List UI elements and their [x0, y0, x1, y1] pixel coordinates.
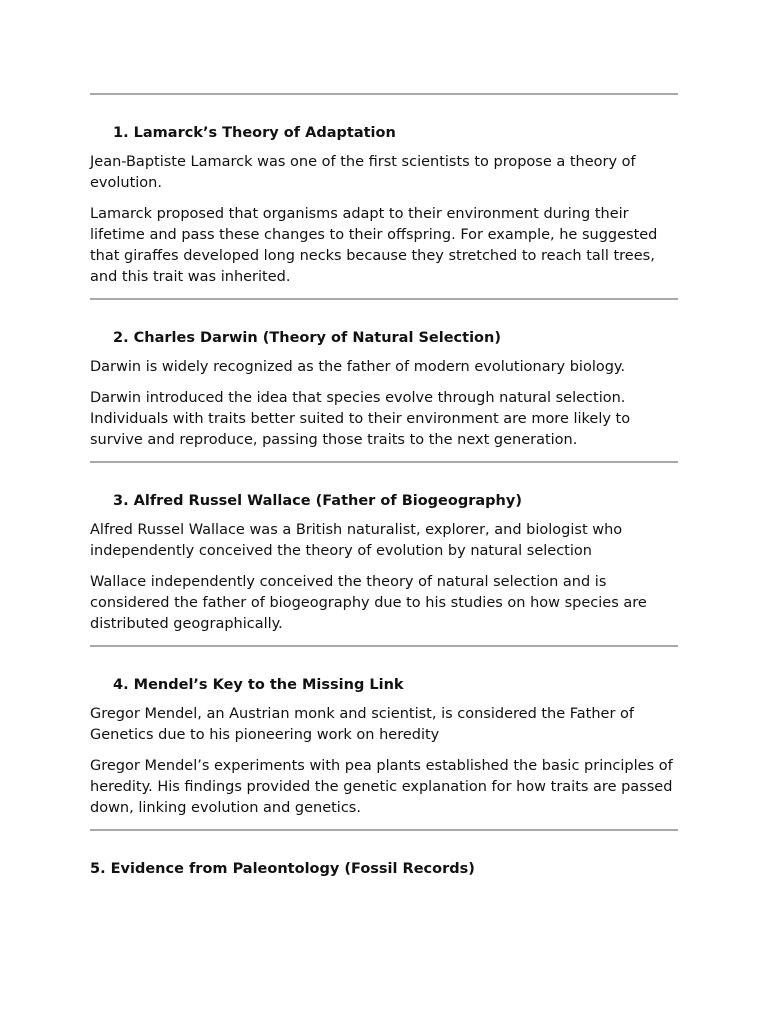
section-paragraph: Wallace independently conceived the theory of natural selection and is considered the father of biogeography due to his studies on how species are distributed geographically.: [90, 574, 647, 632]
section-heading: 4. Mendel’s Key to the Missing Link: [113, 677, 404, 693]
section-paragraph: Darwin is widely recognized as the father of modern evolutionary biology.: [90, 359, 626, 375]
section-paleontology: [90, 831, 678, 898]
section-heading: 3. Alfred Russel Wallace (Father of Biogeography): [113, 493, 522, 509]
section-heading: 5. Evidence from Paleontology (Fossil Records): [90, 861, 475, 877]
section-paragraph: Darwin introduced the idea that species evolve through natural selection. Individuals with traits better suited to their environment are more likely to survive and reproduce, passing those traits to the next generation.: [90, 390, 631, 448]
section-lamarck: [90, 95, 678, 298]
document-page: [90, 93, 678, 898]
section-heading: 2. Charles Darwin (Theory of Natural Selection): [113, 330, 501, 346]
section-paragraph: Alfred Russel Wallace was a British naturalist, explorer, and biologist who independently conceived the theory of evolution by natural selection: [90, 522, 623, 559]
section-heading: 1. Lamarck’s Theory of Adaptation: [113, 125, 396, 141]
section-paragraph: Gregor Mendel’s experiments with pea plants established the basic principles of heredity. His findings provided the genetic explanation for how traits are passed down, linking evolution and genetics.: [90, 758, 673, 816]
section-paragraph: Gregor Mendel, an Austrian monk and scientist, is considered the Father of Genetics due to his pioneering work on heredity: [90, 706, 635, 743]
section-wallace: [90, 463, 678, 645]
section-darwin: [90, 300, 678, 461]
section-paragraph: Jean-Baptiste Lamarck was one of the first scientists to propose a theory of evolution.: [90, 154, 636, 191]
section-mendel: [90, 647, 678, 829]
section-paragraph: Lamarck proposed that organisms adapt to their environment during their lifetime and pass these changes to their offspring. For example, he suggested that giraffes developed long necks because they stretched to reach tall trees, and this trait was inherited.: [90, 206, 658, 285]
